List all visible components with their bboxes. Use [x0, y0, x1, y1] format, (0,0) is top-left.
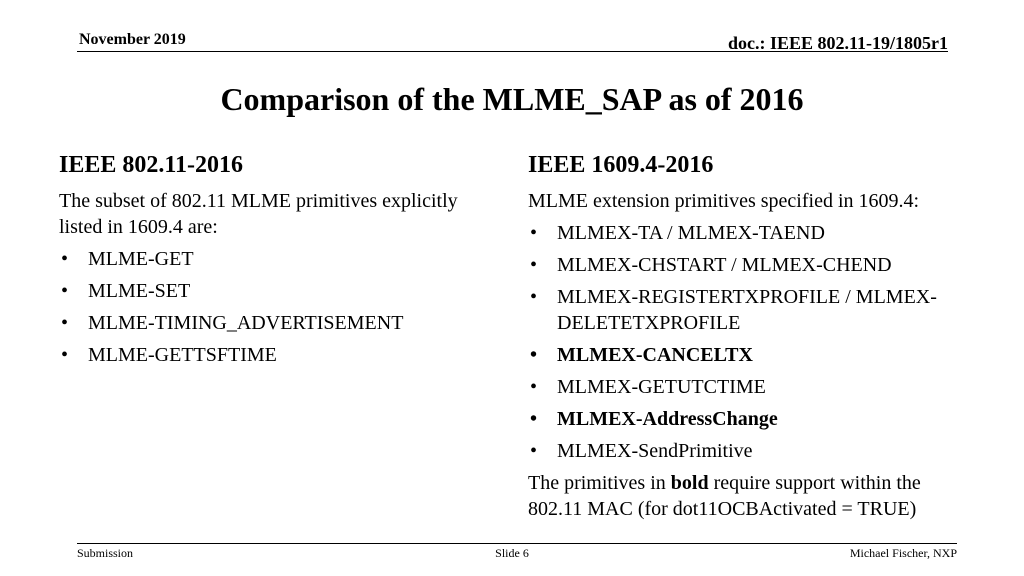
note-suffix: require support within the 802.11 MAC (for dot11OCBActivated = TRUE): [528, 472, 921, 520]
list-item: • MLMEX-SendPrimitive: [528, 438, 968, 464]
list-item: • MLME-GETTSFTIME: [59, 342, 499, 368]
list-item: • MLMEX-GETUTCTIME: [528, 374, 968, 400]
header-date: November 2019: [79, 31, 186, 48]
list-item: • MLMEX-TA / MLMEX-TAEND: [528, 220, 968, 246]
header-divider: [77, 51, 948, 52]
note-bold-word: bold: [670, 472, 709, 494]
bold-note: [528, 470, 968, 522]
footer-submission: Submission: [77, 546, 134, 560]
right-column-heading: IEEE 1609.4-2016: [528, 152, 714, 178]
left-column: [59, 150, 499, 374]
left-column-list: [59, 246, 499, 368]
footer-slide-number: Slide 6: [495, 546, 529, 560]
left-column-intro: The subset of 802.11 MLME primitives explicitly listed in 1609.4 are:: [59, 190, 458, 238]
list-item: • MLME-SET: [59, 278, 499, 304]
list-item: • MLME-TIMING_ADVERTISEMENT: [59, 310, 499, 336]
list-item-bold: • MLMEX-AddressChange: [528, 406, 968, 432]
left-column-heading: IEEE 802.11-2016: [59, 152, 244, 178]
note-prefix: The primitives in: [528, 472, 671, 494]
footer-divider: [77, 543, 957, 544]
header-doc-id: doc.: IEEE 802.11-19/1805r1: [727, 33, 948, 53]
footer-author: Michael Fischer, NXP: [849, 546, 957, 560]
right-column-list: [528, 220, 968, 464]
list-item: • MLMEX-REGISTERTXPROFILE / MLMEX-DELETETXPROFILE: [528, 284, 968, 336]
slide-title: Comparison of the MLME_SAP as of 2016: [220, 81, 804, 117]
list-item-bold: • MLMEX-CANCELTX: [528, 342, 968, 368]
list-item: • MLME-GET: [59, 246, 499, 272]
list-item: • MLMEX-CHSTART / MLMEX-CHEND: [528, 252, 968, 278]
right-column: [528, 150, 968, 528]
right-column-intro: MLME extension primitives specified in 1609.4:: [528, 190, 920, 212]
